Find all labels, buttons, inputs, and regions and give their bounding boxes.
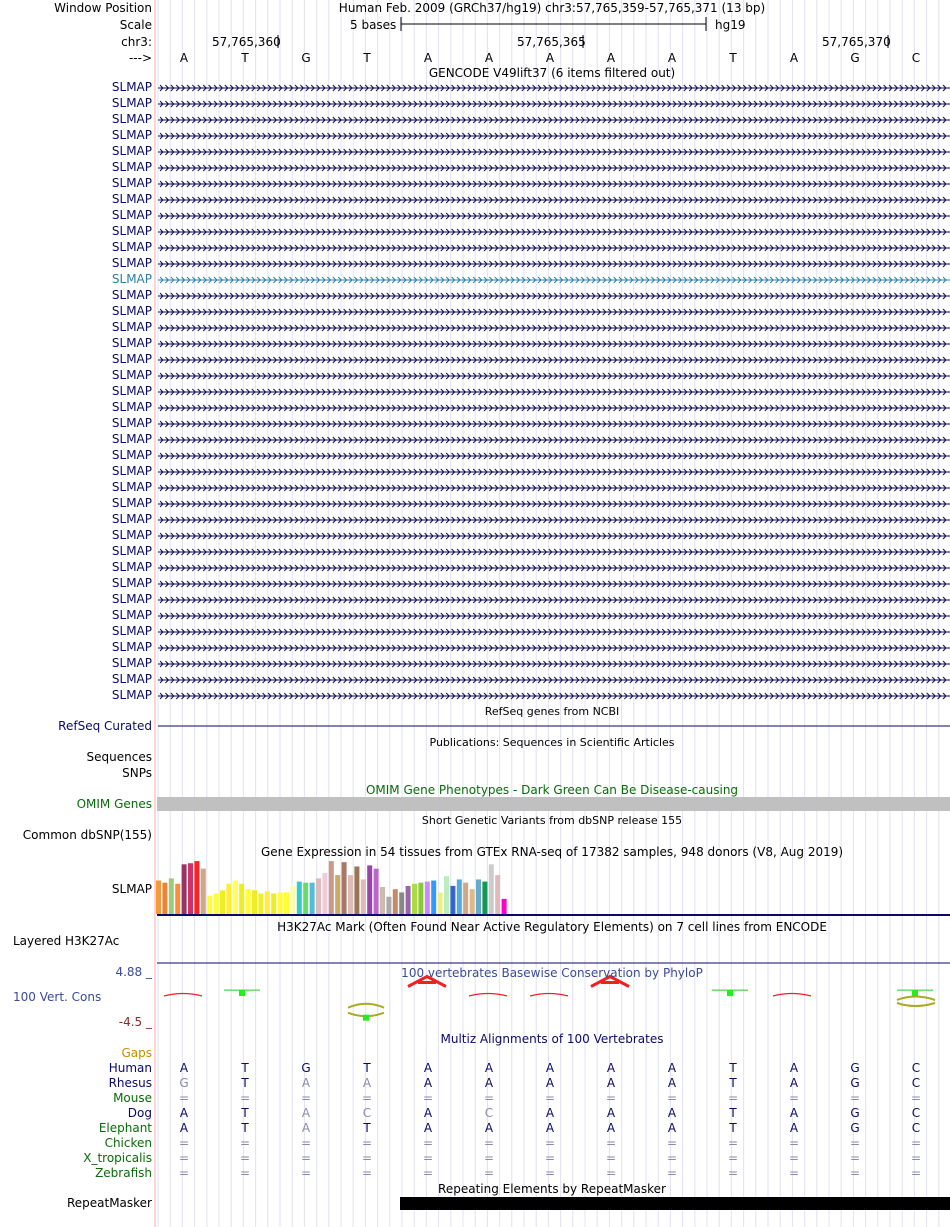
gencode-row-label[interactable]: SLMAP <box>111 304 152 318</box>
gencode-row-label[interactable]: SLMAP <box>111 400 152 414</box>
gtex-tissue-bar <box>246 889 251 914</box>
multiz-base: = <box>544 1091 556 1105</box>
conservation-glyph <box>239 990 245 996</box>
gtex-tissue-bar <box>470 889 475 914</box>
window-title: Human Feb. 2009 (GRCh37/hg19) chr3:57,765,359-57,765,371 (13 bp) <box>338 1 766 15</box>
multiz-base: T <box>729 1061 737 1075</box>
conservation-min-label: -4.5 _ <box>118 1015 152 1029</box>
multiz-base: = <box>605 1166 617 1180</box>
position-label-3: 57,765,370 <box>822 35 891 49</box>
multiz-base: = <box>544 1166 556 1180</box>
multiz-base: A <box>667 1061 677 1075</box>
chrom-label: chr3: <box>121 35 152 49</box>
multiz-base: A <box>606 1121 616 1135</box>
multiz-base: A <box>423 1121 433 1135</box>
multiz-base: = <box>666 1136 678 1150</box>
refseq-label[interactable]: RefSeq Curated <box>58 719 152 733</box>
dbsnp-label[interactable]: Common dbSNP(155) <box>22 828 152 842</box>
multiz-base: = <box>544 1151 556 1165</box>
gtex-tissue-bar <box>278 892 283 914</box>
multiz-base: G <box>850 1106 860 1120</box>
multiz-base: A <box>545 1106 555 1120</box>
multiz-base: = <box>910 1151 922 1165</box>
gtex-tissue-bar <box>169 878 174 914</box>
multiz-base: A <box>362 1076 372 1090</box>
multiz-base: A <box>484 1076 494 1090</box>
multiz-base: = <box>361 1151 373 1165</box>
multiz-base: = <box>788 1136 800 1150</box>
gtex-tissue-bar <box>156 881 161 914</box>
multiz-base: G <box>850 1076 860 1090</box>
gencode-row-label[interactable]: SLMAP <box>111 496 152 510</box>
multiz-base: = <box>422 1091 434 1105</box>
reference-base: A <box>667 51 677 65</box>
gtex-tissue-bar <box>406 886 411 914</box>
gtex-tissue-bar <box>482 882 487 914</box>
multiz-species-label[interactable]: X_tropicalis <box>83 1151 152 1165</box>
repeatmasker-label[interactable]: RepeatMasker <box>66 1196 152 1210</box>
gtex-tissue-bar <box>412 884 417 914</box>
omim-gene-bar <box>157 797 950 811</box>
reference-base: T <box>729 51 737 65</box>
multiz-base: = <box>239 1091 251 1105</box>
reference-base: C <box>911 51 921 65</box>
omim-title: OMIM Gene Phenotypes - Dark Green Can Be Disease-causing <box>365 783 739 797</box>
multiz-base: A <box>301 1076 311 1090</box>
multiz-gaps-label: Gaps <box>121 1046 152 1060</box>
multiz-base: T <box>241 1076 249 1090</box>
multiz-base: A <box>301 1121 311 1135</box>
multiz-base: A <box>606 1076 616 1090</box>
gtex-label[interactable]: SLMAP <box>111 882 152 896</box>
publications-label-sequences[interactable]: Sequences <box>86 750 152 764</box>
multiz-base: = <box>178 1166 190 1180</box>
omim-label[interactable]: OMIM Genes <box>76 797 152 811</box>
gtex-tissue-bar <box>297 882 302 914</box>
reference-base: A <box>789 51 799 65</box>
gencode-row-label[interactable]: SLMAP <box>111 240 152 254</box>
reference-base: A <box>484 51 494 65</box>
multiz-base: = <box>422 1151 434 1165</box>
gencode-row-label[interactable]: SLMAP <box>111 368 152 382</box>
multiz-base: A <box>545 1076 555 1090</box>
multiz-base: A <box>667 1106 677 1120</box>
gencode-row-label[interactable]: SLMAP <box>111 160 152 174</box>
gencode-row-label[interactable]: SLMAP <box>111 96 152 110</box>
multiz-base: = <box>788 1151 800 1165</box>
gtex-tissue-bar <box>239 884 244 914</box>
gencode-row-label[interactable]: SLMAP <box>111 672 152 686</box>
multiz-base: = <box>605 1136 617 1150</box>
gtex-tissue-bar <box>438 892 443 914</box>
gencode-row-label[interactable]: SLMAP <box>111 544 152 558</box>
multiz-base: A <box>606 1061 616 1075</box>
multiz-base: = <box>300 1091 312 1105</box>
gtex-tissue-bar <box>489 864 494 914</box>
gtex-tissue-bar <box>207 896 212 914</box>
multiz-base: = <box>666 1151 678 1165</box>
multiz-base: = <box>727 1091 739 1105</box>
multiz-base: = <box>239 1166 251 1180</box>
conservation-label[interactable]: 100 Vert. Cons <box>13 990 102 1004</box>
gtex-tissue-bar <box>425 882 430 914</box>
multiz-base: C <box>911 1106 921 1120</box>
multiz-base: C <box>911 1121 921 1135</box>
multiz-base: = <box>605 1151 617 1165</box>
gencode-row-label[interactable]: SLMAP <box>111 208 152 222</box>
multiz-species-label[interactable]: Mouse <box>113 1091 152 1105</box>
multiz-base: A <box>179 1061 189 1075</box>
multiz-base: C <box>911 1061 921 1075</box>
gencode-row-label[interactable]: SLMAP <box>111 176 152 190</box>
multiz-base: = <box>361 1091 373 1105</box>
multiz-base: = <box>910 1136 922 1150</box>
reference-base: T <box>363 51 371 65</box>
gtex-tissue-bar <box>162 883 167 914</box>
multiz-base: T <box>241 1106 249 1120</box>
multiz-base: A <box>545 1121 555 1135</box>
multiz-base: A <box>179 1121 189 1135</box>
gencode-row-label[interactable]: SLMAP <box>111 112 152 126</box>
gtex-tissue-bar <box>386 897 391 914</box>
gtex-tissue-bar <box>322 873 327 914</box>
gencode-row-label[interactable]: SLMAP <box>111 192 152 206</box>
gtex-tissue-bar <box>393 889 398 914</box>
gtex-tissue-bar <box>316 878 321 914</box>
gtex-tissue-bar <box>495 875 500 914</box>
gtex-tissue-bar <box>265 891 270 914</box>
gencode-row-label[interactable]: SLMAP <box>111 256 152 270</box>
reference-base: T <box>241 51 249 65</box>
multiz-base: A <box>789 1061 799 1075</box>
repeatmasker-element <box>400 1197 950 1210</box>
multiz-base: = <box>300 1151 312 1165</box>
gtex-tissue-bar <box>233 881 238 914</box>
multiz-species-label[interactable]: Chicken <box>104 1136 152 1150</box>
multiz-base: A <box>545 1061 555 1075</box>
gtex-tissue-bar <box>354 866 359 914</box>
gtex-tissue-bar <box>201 869 206 914</box>
gtex-tissue-bar <box>476 879 481 914</box>
multiz-base: A <box>423 1106 433 1120</box>
gtex-tissue-bar <box>182 864 187 914</box>
gtex-tissue-bar <box>290 886 295 914</box>
multiz-base: = <box>788 1166 800 1180</box>
multiz-base: = <box>178 1136 190 1150</box>
multiz-base: = <box>910 1166 922 1180</box>
gtex-tissue-bar <box>226 884 231 914</box>
gencode-row-label[interactable]: SLMAP <box>111 624 152 638</box>
gencode-row-label[interactable]: SLMAP <box>111 352 152 366</box>
gencode-row-label[interactable]: SLMAP <box>111 336 152 350</box>
dbsnp-title: Short Genetic Variants from dbSNP release 155 <box>421 814 683 827</box>
multiz-base: = <box>483 1091 495 1105</box>
multiz-species-label[interactable]: Elephant <box>98 1121 152 1135</box>
gencode-title: GENCODE V49lift37 (6 items filtered out) <box>428 66 676 80</box>
gencode-row-label[interactable]: SLMAP <box>111 560 152 574</box>
multiz-base: = <box>666 1166 678 1180</box>
gencode-row-label[interactable]: SLMAP <box>111 384 152 398</box>
multiz-species-label[interactable]: Rhesus <box>108 1076 152 1090</box>
multiz-base: C <box>911 1076 921 1090</box>
gtex-title: Gene Expression in 54 tissues from GTEx RNA-seq of 17382 samples, 948 donors (V8, Aug 2019) <box>260 845 844 859</box>
gencode-row-label[interactable]: SLMAP <box>111 320 152 334</box>
multiz-base: = <box>849 1136 861 1150</box>
gtex-tissue-bar <box>335 875 340 914</box>
gtex-tissue-bar <box>418 883 423 914</box>
reference-base: G <box>850 51 860 65</box>
multiz-base: = <box>178 1151 190 1165</box>
position-label-1: 57,765,360 <box>212 35 281 49</box>
gtex-tissue-bar <box>258 893 263 914</box>
gencode-row-label[interactable]: SLMAP <box>111 432 152 446</box>
gtex-tissue-bar <box>367 865 372 914</box>
gencode-row-label[interactable]: SLMAP <box>111 80 152 94</box>
multiz-base: = <box>361 1136 373 1150</box>
multiz-base: = <box>361 1166 373 1180</box>
gtex-tissue-bar <box>361 879 366 914</box>
conservation-max-label: 4.88 _ <box>115 965 152 979</box>
gtex-tissue-bar <box>342 862 347 914</box>
conservation-glyph <box>363 1015 369 1021</box>
multiz-base: A <box>301 1106 311 1120</box>
multiz-base: A <box>789 1106 799 1120</box>
multiz-base: A <box>423 1076 433 1090</box>
scale-text: 5 bases <box>350 18 397 32</box>
gtex-tissue-bar <box>194 861 199 914</box>
multiz-base: = <box>849 1166 861 1180</box>
gtex-tissue-bar <box>374 869 379 914</box>
repeatmasker-title: Repeating Elements by RepeatMasker <box>438 1182 666 1196</box>
gtex-tissue-bar <box>457 879 462 914</box>
gencode-row-label[interactable]: SLMAP <box>111 416 152 430</box>
gtex-tissue-bar <box>502 899 507 914</box>
multiz-base: = <box>422 1166 434 1180</box>
multiz-base: = <box>849 1091 861 1105</box>
gencode-row-label[interactable]: SLMAP <box>111 224 152 238</box>
multiz-base: G <box>850 1121 860 1135</box>
multiz-base: C <box>362 1106 372 1120</box>
multiz-base: A <box>789 1076 799 1090</box>
multiz-base: = <box>544 1136 556 1150</box>
multiz-base: T <box>729 1076 737 1090</box>
multiz-base: T <box>241 1061 249 1075</box>
multiz-base: = <box>483 1151 495 1165</box>
gencode-row-label[interactable]: SLMAP <box>111 128 152 142</box>
conservation-title: 100 vertebrates Basewise Conservation by PhyloP <box>401 966 703 980</box>
multiz-base: T <box>729 1121 737 1135</box>
multiz-base: = <box>483 1136 495 1150</box>
multiz-base: C <box>484 1106 494 1120</box>
multiz-base: = <box>910 1091 922 1105</box>
multiz-base: = <box>239 1136 251 1150</box>
gencode-row-label[interactable]: SLMAP <box>111 640 152 654</box>
multiz-base: A <box>484 1061 494 1075</box>
scale-db: hg19 <box>715 18 746 32</box>
scale-label: Scale <box>119 18 152 32</box>
multiz-base: A <box>484 1121 494 1135</box>
conservation-glyph <box>727 990 733 996</box>
multiz-base: G <box>179 1076 189 1090</box>
gtex-tissue-bar <box>310 883 315 914</box>
multiz-base: A <box>789 1121 799 1135</box>
multiz-base: = <box>483 1166 495 1180</box>
window-position-label: Window Position <box>54 1 152 15</box>
gtex-tissue-bar <box>463 883 468 914</box>
multiz-base: = <box>239 1151 251 1165</box>
multiz-base: = <box>300 1166 312 1180</box>
gtex-tissue-bar <box>431 881 436 914</box>
reference-base: A <box>606 51 616 65</box>
multiz-base: T <box>729 1106 737 1120</box>
gencode-row-label[interactable]: SLMAP <box>111 608 152 622</box>
multiz-base: A <box>667 1121 677 1135</box>
gtex-tissue-bar <box>284 892 289 914</box>
gencode-row-label[interactable]: SLMAP <box>111 528 152 542</box>
gtex-tissue-bar <box>175 884 180 914</box>
gtex-tissue-bar <box>444 876 449 914</box>
strand-label: ---> <box>128 51 152 65</box>
multiz-base: A <box>667 1076 677 1090</box>
multiz-base: = <box>422 1136 434 1150</box>
publications-title: Publications: Sequences in Scientific Articles <box>429 736 675 749</box>
gtex-tissue-bar <box>188 863 193 914</box>
multiz-base: = <box>727 1136 739 1150</box>
gtex-tissue-bar <box>220 890 225 914</box>
gencode-row-label[interactable]: SLMAP <box>111 144 152 158</box>
gencode-row-label[interactable]: SLMAP <box>111 448 152 462</box>
multiz-base: = <box>300 1136 312 1150</box>
gtex-tissue-bar <box>271 893 276 914</box>
multiz-base: = <box>727 1166 739 1180</box>
gtex-tissue-bar <box>303 883 308 914</box>
multiz-base: T <box>363 1061 371 1075</box>
h3k27ac-label[interactable]: Layered H3K27Ac <box>13 934 120 948</box>
refseq-title: RefSeq genes from NCBI <box>484 705 620 718</box>
gencode-row-label[interactable]: SLMAP <box>111 688 152 702</box>
conservation-glyph <box>912 990 918 996</box>
gencode-row-label[interactable]: SLMAP <box>111 656 152 670</box>
multiz-base: T <box>241 1121 249 1135</box>
multiz-title: Multiz Alignments of 100 Vertebrates <box>440 1032 664 1046</box>
multiz-base: G <box>301 1061 311 1075</box>
gencode-row-label[interactable]: SLMAP <box>111 480 152 494</box>
h3k27ac-title: H3K27Ac Mark (Often Found Near Active Regulatory Elements) on 7 cell lines from ENCODE <box>277 920 827 934</box>
reference-base: A <box>179 51 189 65</box>
multiz-base: T <box>363 1121 371 1135</box>
gtex-tissue-bar <box>329 861 334 914</box>
gtex-tissue-bar <box>399 892 404 914</box>
multiz-base: = <box>666 1091 678 1105</box>
multiz-base: = <box>727 1151 739 1165</box>
gtex-tissue-bar <box>252 890 257 914</box>
reference-base: A <box>423 51 433 65</box>
gencode-row-label[interactable]: SLMAP <box>111 512 152 526</box>
gtex-tissue-bar <box>348 875 353 914</box>
multiz-species-label[interactable]: Human <box>108 1061 152 1075</box>
publications-label-snps[interactable]: SNPs <box>122 766 152 780</box>
reference-base: G <box>301 51 311 65</box>
multiz-species-label[interactable]: Zebrafish <box>95 1166 152 1180</box>
gencode-row-label[interactable]: SLMAP <box>111 592 152 606</box>
gencode-row-label[interactable]: SLMAP <box>111 464 152 478</box>
multiz-base: A <box>179 1106 189 1120</box>
gtex-tissue-bar <box>380 887 385 914</box>
multiz-species-label[interactable]: Dog <box>127 1106 152 1120</box>
multiz-base: = <box>178 1091 190 1105</box>
reference-base: A <box>545 51 555 65</box>
gencode-row-label[interactable]: SLMAP <box>111 272 152 286</box>
multiz-base: G <box>850 1061 860 1075</box>
multiz-base: A <box>423 1061 433 1075</box>
gtex-tissue-bar <box>450 886 455 914</box>
gencode-row-label[interactable]: SLMAP <box>111 288 152 302</box>
gencode-row-label[interactable]: SLMAP <box>111 576 152 590</box>
position-label-2: 57,765,365 <box>517 35 586 49</box>
gtex-tissue-bar <box>214 893 219 914</box>
multiz-base: = <box>849 1151 861 1165</box>
multiz-base: = <box>605 1091 617 1105</box>
multiz-base: A <box>606 1106 616 1120</box>
multiz-base: = <box>788 1091 800 1105</box>
